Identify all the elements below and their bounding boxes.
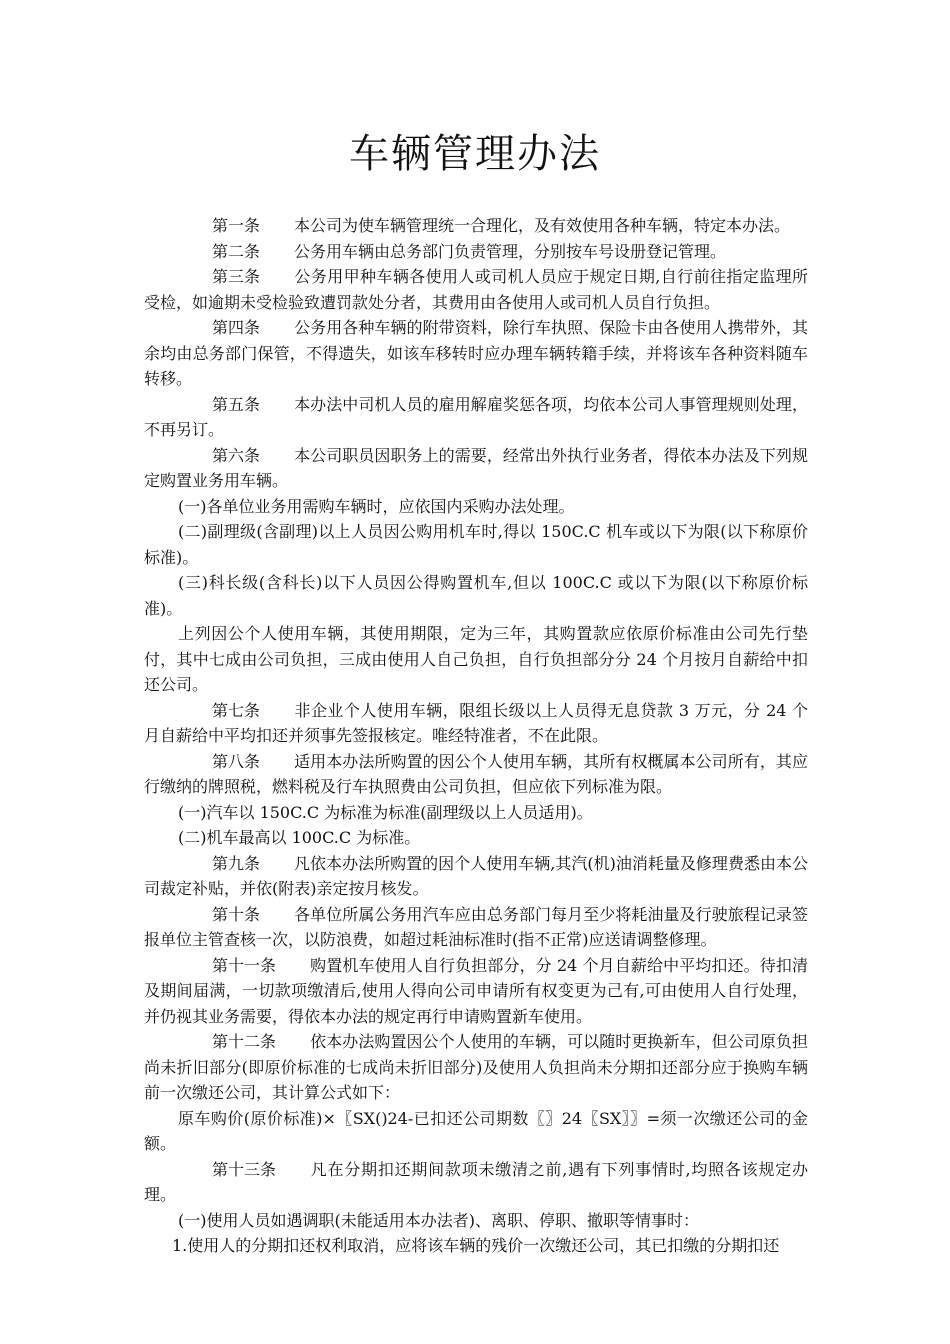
article-label: 第三条 — [212, 267, 261, 286]
article-text: 本办法中司机人员的雇用解雇奖惩各项，均依本公司人事管理规则处理，不再另订。 — [144, 394, 808, 439]
article-1 — [144, 213, 808, 239]
article-text: 公务用车辆由总务部门负责管理，分别按车号设册登记管理。 — [294, 241, 727, 261]
article-6-item-3 — [144, 570, 808, 621]
item-text: 上列因公个人使用车辆，其使用期限，定为三年，其购置款应依原价标准由公司先行垫付，其中七成由公司负担，三成由使用人自己负担，自行负担部分分 24 个月按月自薪给中扣还公司。 — [144, 624, 808, 694]
article-13 — [144, 1157, 808, 1208]
article-10 — [144, 902, 808, 953]
article-8 — [144, 749, 808, 800]
document-title: 车辆管理办法 — [349, 131, 601, 177]
article-6-item-2 — [144, 519, 808, 570]
document-body — [144, 213, 808, 1259]
article-text: 本公司为使车辆管理统一合理化，及有效使用各种车辆，特定本办法。 — [294, 216, 791, 235]
article-text: 公务用甲种车辆各使用人或司机人员应于规定日期,自行前往指定监理所受检，如逾期未受检验致遭罚款处分者，其费用由各使用人或司机人员自行负担。 — [144, 267, 808, 312]
article-text: 非企业个人使用车辆，限组长级以上人员得无息贷款 3 万元，分 24 个月自薪给中平均扣还并须事先签报核定。唯经特准者，不在此限。 — [144, 700, 808, 745]
article-label: 第十二条 — [212, 1032, 277, 1051]
item-text: (一)各单位业务用需购车辆时，应依国内采购办法处理。 — [178, 496, 575, 516]
item-text: (二)副理级(含副理)以上人员因公购用机车时,得以 150C.C 机车或以下为限(以下称原价标准)。 — [144, 522, 808, 567]
article-text: 购置机车使用人自行负担部分，分 24 个月自薪给中平均扣还。待扣清及期间届满，一切款项缴清后,使用人得向公司申请所有权变更为己有,可由使用人自行处理，并仍视其业务需要，得依本办法的规定再行申请购置新车使用。 — [144, 955, 808, 1026]
article-label: 第六条 — [212, 445, 261, 465]
item-text: (一)使用人员如遇调职(未能适用本办法者)、离职、停职、撤职等情事时： — [178, 1210, 699, 1230]
article-9 — [144, 851, 808, 902]
article-text: 各单位所属公务用汽车应由总务部门每月至少将耗油量及行驶旅程记录签报单位主管查核一次，以防浪费，如超过耗油标准时(指不正常)应送请调整修理。 — [144, 904, 808, 949]
article-12 — [144, 1029, 808, 1106]
article-text: 凡依本办法所购置的因个人使用车辆,其汽(机)油消耗量及修理费悉由本公司裁定补贴，并依(附表)亲定按月核发。 — [144, 853, 808, 898]
article-6 — [144, 443, 808, 494]
article-11 — [144, 953, 808, 1030]
article-text: 适用本办法所购置的因公个人使用车辆，其所有权概属本公司所有，其应行缴纳的牌照税，燃料税及行车执照费由公司负担，但应依下列标准为限。 — [144, 751, 808, 796]
article-8-item-1 — [144, 800, 808, 826]
item-text: 1.使用人的分期扣还权利取消，应将该车辆的残价一次缴还公司，其已扣缴的分期扣还 — [172, 1236, 780, 1255]
article-label: 第九条 — [212, 853, 261, 873]
item-text: (二)机车最高以 100C.C 为标准。 — [178, 828, 421, 847]
article-label: 第十三条 — [212, 1159, 277, 1179]
article-text: 依本办法购置因公个人使用的车辆，可以随时更换新车，但公司原负担尚未折旧部分(即原价标准的七成尚未折旧部分)及使用人负担尚未分期扣还部分应于换购车辆前一次缴还公司，其计算公式如下： — [144, 1032, 808, 1102]
article-5 — [144, 392, 808, 443]
article-label: 第一条 — [212, 216, 261, 235]
article-8-item-2 — [144, 825, 808, 851]
article-6-note — [144, 621, 808, 698]
formula-text: 原车购价(原价标准)×〖SX()24-已扣还公司期数〖〗24〖SX〗〗=须一次缴还公司的金额。 — [144, 1108, 808, 1153]
article-label: 第八条 — [212, 751, 261, 771]
article-text: 凡在分期扣还期间款项未缴清之前,遇有下列事情时,均照各该规定办理。 — [144, 1159, 808, 1204]
article-label: 第四条 — [212, 318, 261, 337]
item-text: (三)科长级(含科长)以下人员因公得购置机车,但以 100C.C 或以下为限(以下称原价标准)。 — [144, 573, 808, 618]
article-6-item-1 — [144, 494, 808, 520]
article-4 — [144, 315, 808, 392]
article-text: 本公司职员因职务上的需要，经常出外执行业务者，得依本办法及下列规定购置业务用车辆。 — [144, 445, 808, 490]
article-13-item-1 — [144, 1208, 808, 1234]
article-label: 第十一条 — [212, 955, 277, 975]
article-2 — [144, 239, 808, 265]
item-text: (一)汽车以 150C.C 为标准为标准(副理级以上人员适用)。 — [178, 802, 593, 822]
article-label: 第十条 — [212, 904, 261, 924]
article-7 — [144, 698, 808, 749]
article-label: 第二条 — [212, 241, 261, 261]
article-label: 第七条 — [212, 700, 261, 720]
article-text: 公务用各种车辆的附带资料，除行车执照、保险卡由各使用人携带外，其余均由总务部门保管，不得遗失，如该车移转时应办理车辆转籍手续，并将该车各种资料随车转移。 — [144, 318, 808, 388]
article-13-subitem-1 — [144, 1233, 808, 1259]
article-label: 第五条 — [212, 394, 261, 414]
article-3 — [144, 264, 808, 315]
article-12-formula — [144, 1106, 808, 1157]
